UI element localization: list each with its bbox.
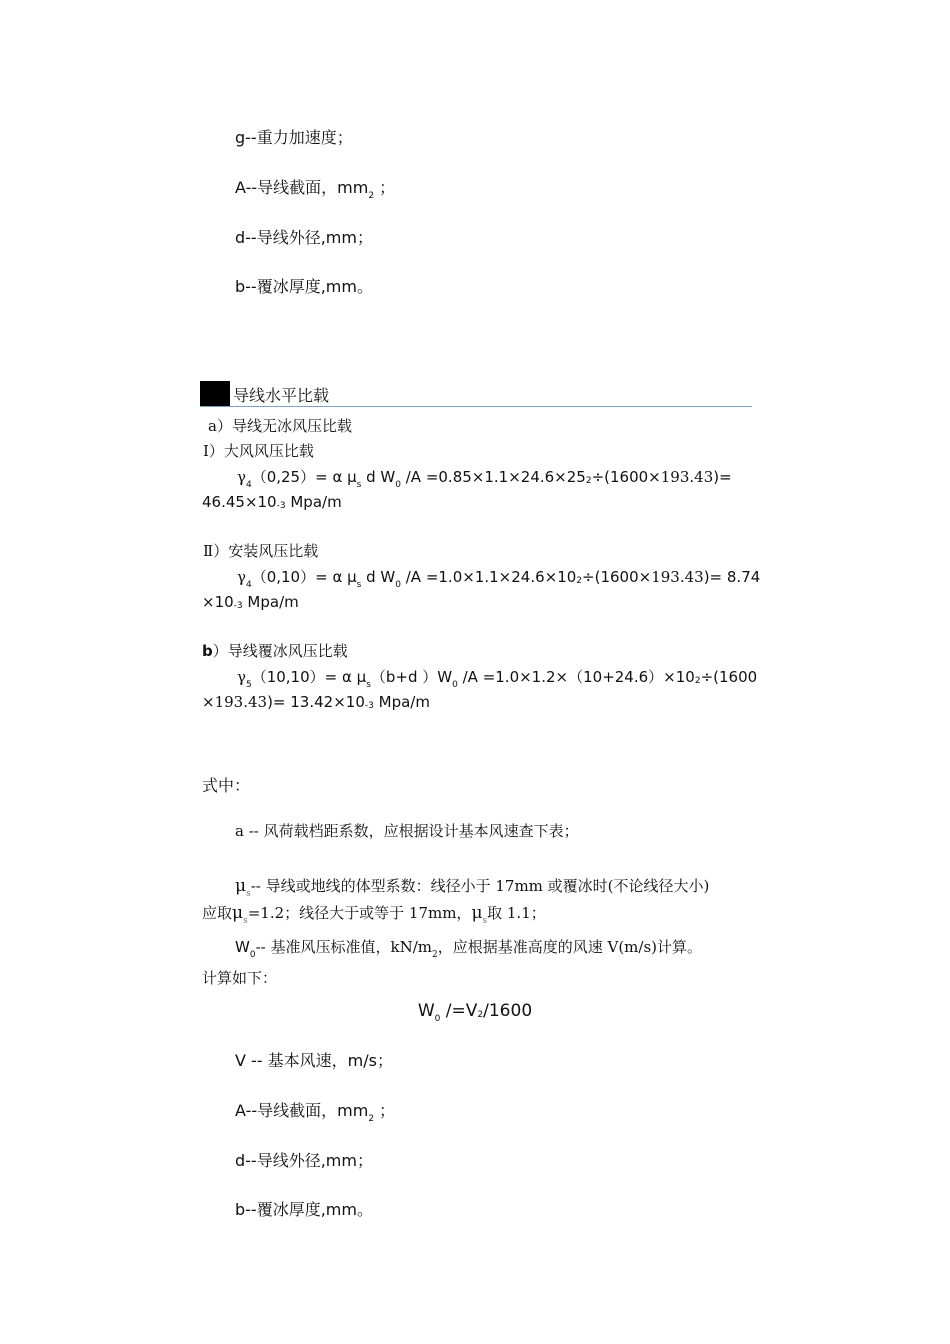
formula-w: W xyxy=(417,1001,435,1021)
f2-rest: /A =1.0×1.1×24.6×10 xyxy=(400,568,577,586)
f3-result-exp: -3 xyxy=(364,701,374,711)
gamma-sub: 4 xyxy=(245,480,252,490)
f1-end: )= xyxy=(713,468,732,486)
mu-def-pre: 应取 xyxy=(202,904,233,922)
w0-def-post: ，应根据基准高度的风速 V(m/s)计算。 xyxy=(437,938,703,956)
f3-num: 193.43 xyxy=(214,693,268,711)
def-a-text: A--导线截面，mm xyxy=(235,178,369,197)
gamma-symbol: γ xyxy=(237,468,246,486)
f3-rest2: ÷(1600 xyxy=(700,668,758,686)
f2-unit: Mpa/m xyxy=(242,593,299,611)
f1-result-exp: -3 xyxy=(276,501,286,511)
gamma-sub: 5 xyxy=(245,680,252,690)
def-a-bottom xyxy=(235,1101,396,1124)
mu-sub: s xyxy=(356,580,362,590)
w0-definition-line1 xyxy=(235,937,703,960)
w0-def-text: -- 基准风压标准值，kN/m xyxy=(255,938,432,956)
mu-sub: s xyxy=(356,480,362,490)
w-sub: 0 xyxy=(395,580,401,590)
formula-1-line2 xyxy=(202,492,342,512)
f2-args: （0,10）= α μ xyxy=(251,568,357,586)
unit-sub: 2 xyxy=(431,950,438,960)
f2-result-exp: -3 xyxy=(233,601,243,611)
formula-w-sub: 0 xyxy=(434,1014,441,1024)
f2-mid: d W xyxy=(361,568,396,586)
item-2: Ⅱ）安装风压比载 xyxy=(203,542,319,560)
mu-definition-line2 xyxy=(202,903,546,926)
w-symbol: W xyxy=(235,938,250,956)
mu-symbol: μ xyxy=(232,903,244,923)
subsection-b-mark: b xyxy=(202,642,213,660)
mu-sub: s xyxy=(482,916,488,926)
where-label: 式中： xyxy=(202,776,251,795)
def-a-sub: 2 xyxy=(368,1114,375,1124)
def-v: V -- 基本风速，m/s； xyxy=(235,1051,393,1070)
gamma-symbol: γ xyxy=(237,668,246,686)
section-title: 导线水平比载 xyxy=(233,386,330,405)
mu-sub: s xyxy=(243,916,248,926)
mu-def-post: 取 1.1； xyxy=(487,904,546,922)
formula-3-line2 xyxy=(202,692,430,712)
f3-mid: （b+d ）W xyxy=(370,668,453,686)
f1-unit: Mpa/m xyxy=(285,493,342,511)
heading-number-block xyxy=(200,381,230,407)
def-a-post: ； xyxy=(374,1101,396,1120)
formula-post: /1600 xyxy=(483,1001,533,1021)
subsection-b xyxy=(202,641,348,661)
mu-def-text: -- 导线或地线的体型系数：线径小于 17mm 或覆冰时(不论线径大小) xyxy=(250,877,710,895)
subsection-b-text: ）导线覆冰风压比载 xyxy=(212,642,348,660)
def-a-text: A--导线截面，mm xyxy=(235,1101,369,1120)
mu-symbol: μ xyxy=(471,903,483,923)
f1-exp: 2 xyxy=(585,476,592,486)
f3-result: )= 13.42×10 xyxy=(267,693,365,711)
w-sub: 0 xyxy=(452,680,458,690)
def-a xyxy=(235,178,396,201)
def-d: d--导线外径,mm； xyxy=(235,228,373,247)
f3-rest: /A =1.0×1.2×（10+24.6）×10 xyxy=(457,668,695,686)
f1-rest: /A =0.85×1.1×24.6×25 xyxy=(400,468,586,486)
gamma-sub: 4 xyxy=(245,580,252,590)
f3-times: × xyxy=(202,693,215,711)
formula-2-line2 xyxy=(202,592,299,612)
f3-args: （10,10）= α μ xyxy=(251,668,367,686)
w-sub: 0 xyxy=(249,950,256,960)
formula-v-exp: 2 xyxy=(477,1010,484,1020)
mu-def-mid: =1.2；线径大于或等于 17mm， xyxy=(247,904,472,922)
gamma-symbol: γ xyxy=(237,568,246,586)
alpha-definition: a -- 风荷载档距系数，应根据设计基本风速查下表； xyxy=(235,822,579,840)
def-b: b--覆冰厚度,mm。 xyxy=(235,277,373,296)
f3-unit: Mpa/m xyxy=(373,693,430,711)
f2-end: )= 8.74 xyxy=(703,568,761,586)
subsection-a: a）导线无冰风压比载 xyxy=(208,417,352,435)
mu-symbol: μ xyxy=(235,876,247,896)
mu-sub: s xyxy=(246,889,251,899)
f1-result: 46.45×10 xyxy=(202,493,277,511)
w0-formula xyxy=(0,1001,950,1024)
mu-sub: s xyxy=(366,680,371,690)
def-g: g--重力加速度； xyxy=(235,128,353,147)
w-sub: 0 xyxy=(395,480,401,490)
def-a-post: ； xyxy=(374,178,396,197)
formula-2-line1 xyxy=(237,567,761,590)
heading-rule xyxy=(200,406,752,407)
f2-result: ×10 xyxy=(202,593,234,611)
f3-exp: 2 xyxy=(694,676,701,686)
def-d-bottom: d--导线外径,mm； xyxy=(235,1151,373,1170)
f2-exp: 2 xyxy=(576,576,583,586)
formula-3-line1 xyxy=(237,667,758,690)
f2-num: 193.43 xyxy=(651,568,704,586)
w0-definition-line2: 计算如下： xyxy=(202,969,278,987)
f1-num: 193.43 xyxy=(660,468,714,486)
formula-1-line1 xyxy=(237,467,732,490)
def-b-bottom: b--覆冰厚度,mm。 xyxy=(235,1200,373,1219)
f1-rest2: ÷(1600× xyxy=(591,468,661,486)
f2-rest2: ÷(1600× xyxy=(582,568,652,586)
formula-mid: /=V xyxy=(440,1001,478,1021)
def-a-sub: 2 xyxy=(368,191,375,201)
item-1: Ⅰ）大风风压比载 xyxy=(203,442,314,460)
f1-mid: d W xyxy=(361,468,396,486)
mu-definition-line1 xyxy=(235,876,710,899)
f1-args: （0,25）= α μ xyxy=(251,468,357,486)
